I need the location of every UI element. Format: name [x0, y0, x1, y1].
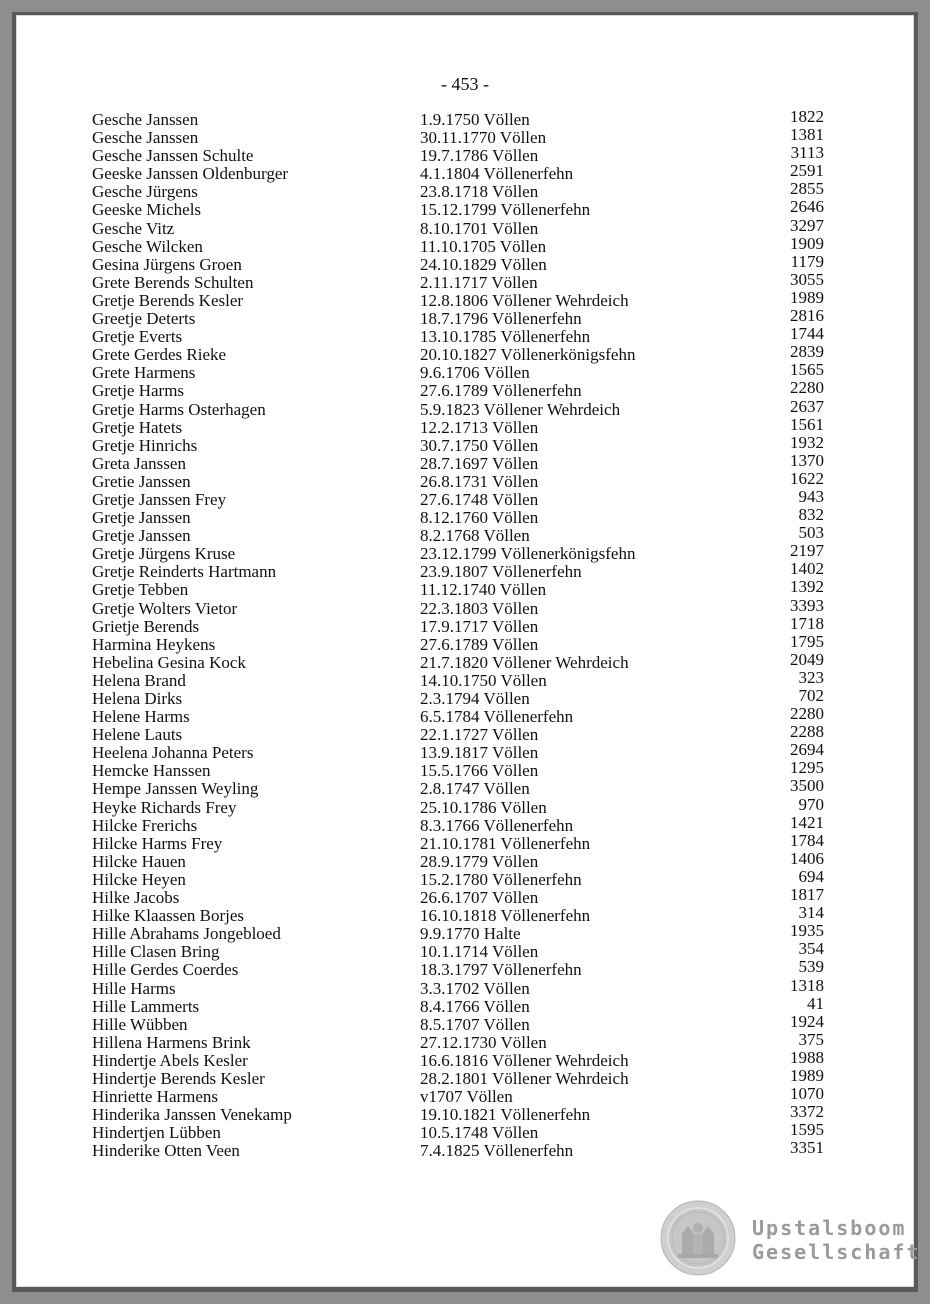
entry-number: 2280 — [790, 378, 824, 398]
entry-number: 2646 — [790, 197, 824, 217]
entry-name: Grete Gerdes Rieke — [92, 345, 227, 365]
entry-name: Hille Gerdes Coerdes — [92, 960, 239, 980]
entry-date-place: 26.8.1731 Völlen — [420, 471, 539, 491]
entry-date-place: 10.5.1748 Völlen — [420, 1123, 539, 1143]
entry-date-place: 8.10.1701 Völlen — [420, 218, 539, 238]
entry-number: 1924 — [790, 1011, 824, 1031]
entry-row — [0, 649, 930, 672]
entry-number: 2694 — [790, 740, 824, 760]
entry-name: Hilke Klaassen Borjes — [92, 906, 245, 926]
entry-date-place: 12.2.1713 Völlen — [420, 417, 539, 437]
entry-date-place: 23.12.1799 Völlenerkönigsfehn — [420, 544, 636, 564]
entry-date-place: 9.6.1706 Völlen — [420, 363, 530, 383]
entry-number: 1744 — [790, 324, 824, 344]
entry-number: 2280 — [790, 704, 824, 724]
entry-row — [0, 667, 930, 690]
entry-date-place: 8.2.1768 Völlen — [420, 526, 530, 546]
entry-date-place: 24.10.1829 Völlen — [420, 254, 547, 274]
entry-name: Hilcke Harms Frey — [92, 833, 223, 853]
entry-date-place: 27.12.1730 Völlen — [420, 1032, 547, 1052]
entry-name: Geeske Michels — [92, 200, 202, 220]
entry-date-place: 8.5.1707 Völlen — [420, 1014, 530, 1034]
entry-name: Hilcke Hauen — [92, 851, 186, 871]
entry-number: 1935 — [790, 921, 824, 941]
entry-date-place: 16.6.1816 Völlener Wehrdeich — [420, 1050, 629, 1070]
entry-number: 2591 — [790, 161, 824, 181]
entry-list — [0, 107, 930, 1161]
entry-number: 1989 — [790, 287, 824, 307]
entry-row — [0, 1138, 930, 1161]
entry-number: 1370 — [790, 450, 824, 470]
entry-date-place: 20.10.1827 Völlenerkönigsfehn — [420, 345, 636, 365]
entry-row — [0, 776, 930, 799]
entry-date-place: 16.10.1818 Völlenerfehn — [420, 906, 591, 926]
entry-date-place: 2.8.1747 Völlen — [420, 779, 530, 799]
entry-name: Helena Brand — [92, 670, 186, 690]
entry-date-place: 18.7.1796 Völlenerfehn — [420, 309, 582, 329]
entry-number: 3297 — [790, 215, 824, 235]
entry-date-place: 30.7.1750 Völlen — [420, 435, 539, 455]
entry-number: 1070 — [790, 1084, 824, 1104]
entry-number: 3372 — [790, 1102, 824, 1122]
entry-date-place: 30.11.1770 Völlen — [420, 128, 547, 148]
entry-name: Gretje Everts — [92, 327, 183, 347]
entry-name: Hinderike Otten Veen — [92, 1141, 240, 1161]
entry-number: 1565 — [790, 360, 824, 380]
entry-number: 503 — [798, 523, 824, 543]
entry-date-place: 21.7.1820 Völlener Wehrdeich — [420, 652, 629, 672]
entry-number: 2049 — [790, 649, 824, 669]
entry-name: Grete Harmens — [92, 363, 196, 383]
entry-row — [0, 848, 930, 871]
entry-name: Harmina Heykens — [92, 634, 216, 654]
entry-name: Gretje Janssen Frey — [92, 489, 227, 509]
entry-date-place: 19.7.1786 Völlen — [420, 146, 539, 166]
entry-number: 41 — [807, 993, 824, 1013]
entry-number: 1622 — [790, 468, 824, 488]
entry-number: 2197 — [790, 541, 824, 561]
entry-date-place: 11.12.1740 Völlen — [420, 580, 547, 600]
entry-name: Gretje Reinderts Hartmann — [92, 562, 277, 582]
entry-date-place: 14.10.1750 Völlen — [420, 670, 547, 690]
seal-icon — [660, 1200, 736, 1276]
entry-number: 1822 — [790, 107, 824, 126]
entry-number: 2855 — [790, 179, 824, 199]
entry-name: Gesina Jürgens Groen — [92, 254, 242, 274]
entry-name: Greetje Deterts — [92, 309, 196, 329]
entry-row — [0, 468, 930, 491]
entry-name: Hille Harms — [92, 978, 176, 998]
entry-number: 323 — [798, 667, 824, 687]
entry-row — [0, 486, 930, 509]
entry-date-place: 28.9.1779 Völlen — [420, 851, 539, 871]
entry-number: 354 — [798, 939, 824, 959]
entry-date-place: 1.9.1750 Völlen — [420, 110, 530, 129]
entry-name: Hille Lammerts — [92, 996, 200, 1016]
entry-name: Gretje Jürgens Kruse — [92, 544, 236, 564]
entry-date-place: 17.9.1717 Völlen — [420, 616, 539, 636]
logo-line2: Gesellschaft — [752, 1240, 921, 1264]
entry-number: 2839 — [790, 342, 824, 362]
entry-date-place: 18.3.1797 Völlenerfehn — [420, 960, 582, 980]
entry-number: 1421 — [790, 812, 824, 832]
entry-name: Gretje Wolters Vietor — [92, 598, 238, 618]
entry-name: Hille Abrahams Jongebloed — [92, 924, 281, 944]
entry-number: 375 — [798, 1029, 824, 1049]
entry-date-place: 5.9.1823 Völlener Wehrdeich — [420, 399, 621, 419]
entry-number: 1381 — [790, 125, 824, 145]
entry-name: Gesche Jürgens — [92, 182, 198, 202]
entry-name: Hemcke Hanssen — [92, 761, 211, 781]
entry-name: Heelena Johanna Peters — [92, 743, 254, 763]
entry-number: 1179 — [790, 251, 824, 271]
entry-row — [0, 1011, 930, 1034]
entry-name: Helene Lauts — [92, 725, 183, 745]
entry-date-place: 25.10.1786 Völlen — [420, 797, 547, 817]
entry-number: 3500 — [790, 776, 824, 796]
entry-date-place: 15.5.1766 Völlen — [420, 761, 539, 781]
entry-name: Gesche Janssen — [92, 110, 199, 129]
entry-name: Gretje Hatets — [92, 417, 183, 437]
entry-number: 3113 — [790, 143, 824, 163]
entry-date-place: v1707 Völlen — [420, 1087, 513, 1107]
entry-date-place: 13.9.1817 Völlen — [420, 743, 539, 763]
entry-date-place: 4.1.1804 Völlenerfehn — [420, 164, 574, 184]
entry-name: Geeske Janssen Oldenburger — [92, 164, 289, 184]
entry-name: Grietje Berends — [92, 616, 200, 636]
entry-number: 1988 — [790, 1047, 824, 1067]
entry-date-place: 6.5.1784 Völlenerfehn — [420, 707, 574, 727]
entry-date-place: 22.3.1803 Völlen — [420, 598, 539, 618]
logo-line1: Upstalsboom — [752, 1216, 907, 1240]
entry-name: Gesche Wilcken — [92, 236, 203, 256]
entry-date-place: 27.6.1789 Völlen — [420, 634, 539, 654]
entry-date-place: 22.1.1727 Völlen — [420, 725, 539, 745]
entry-number: 1784 — [790, 830, 824, 850]
entry-date-place: 12.8.1806 Völlener Wehrdeich — [420, 290, 629, 310]
entry-name: Gretje Hinrichs — [92, 435, 198, 455]
entry-date-place: 8.12.1760 Völlen — [420, 508, 539, 528]
entry-name: Gesche Janssen — [92, 128, 199, 148]
entry-name: Hilke Jacobs — [92, 888, 180, 908]
entry-number: 1718 — [790, 613, 824, 633]
entry-number: 943 — [798, 486, 824, 506]
entry-date-place: 21.10.1781 Völlenerfehn — [420, 833, 591, 853]
entry-date-place: 9.9.1770 Halte — [420, 924, 521, 944]
entry-date-place: 15.12.1799 Völlenerfehn — [420, 200, 591, 220]
entry-name: Gretie Janssen — [92, 471, 191, 491]
entry-number: 1989 — [790, 1065, 824, 1085]
entry-name: Hindertje Abels Kesler — [92, 1050, 248, 1070]
entry-name: Grete Berends Schulten — [92, 272, 254, 292]
entry-date-place: 7.4.1825 Völlenerfehn — [420, 1141, 574, 1161]
entry-name: Gesche Janssen Schulte — [92, 146, 254, 166]
entry-date-place: 2.3.1794 Völlen — [420, 689, 530, 708]
entry-name: Greta Janssen — [92, 453, 186, 473]
entry-number: 1561 — [790, 414, 824, 434]
entry-name: Gesche Vitz — [92, 218, 175, 238]
entry-date-place: 3.3.1702 Völlen — [420, 978, 530, 998]
entry-row — [0, 505, 930, 528]
entry-number: 1295 — [790, 758, 824, 778]
entry-name: Hinderika Janssen Venekamp — [92, 1105, 292, 1125]
entry-row — [0, 939, 930, 962]
entry-number: 1406 — [790, 848, 824, 868]
entry-name: Helena Dirks — [92, 689, 183, 708]
entry-number: 1817 — [790, 885, 824, 905]
entry-name: Hempe Janssen Weyling — [92, 779, 259, 799]
entry-name: Hindertjen Lübben — [92, 1123, 221, 1143]
entry-date-place: 27.6.1789 Völlenerfehn — [420, 381, 582, 401]
entry-number: 539 — [798, 957, 824, 977]
entry-row — [0, 921, 930, 944]
entry-number: 1909 — [790, 233, 824, 253]
entry-date-place: 11.10.1705 Völlen — [420, 236, 547, 256]
entry-number: 970 — [798, 794, 824, 814]
entry-date-place: 23.9.1807 Völlenerfehn — [420, 562, 582, 582]
entry-number: 2637 — [790, 396, 824, 416]
entry-number: 2816 — [790, 306, 824, 326]
entry-number: 3351 — [790, 1138, 824, 1158]
entry-name: Heyke Richards Frey — [92, 797, 237, 817]
entry-date-place: 15.2.1780 Völlenerfehn — [420, 869, 582, 889]
entry-date-place: 28.2.1801 Völlener Wehrdeich — [420, 1068, 629, 1088]
entry-date-place: 26.6.1707 Völlen — [420, 888, 539, 908]
entry-name: Hilcke Heyen — [92, 869, 186, 889]
entry-number: 3393 — [790, 595, 824, 615]
entry-name: Hinriette Harmens — [92, 1087, 219, 1107]
entry-row — [0, 885, 930, 908]
entry-name: Hilcke Frerichs — [92, 815, 198, 835]
entry-name: Gretje Harms Osterhagen — [92, 399, 266, 419]
entry-date-place: 19.10.1821 Völlenerfehn — [420, 1105, 591, 1125]
entry-name: Hebelina Gesina Kock — [92, 652, 246, 672]
entry-date-place: 10.1.1714 Völlen — [420, 942, 539, 962]
entry-number: 694 — [798, 866, 824, 886]
entry-number: 1932 — [790, 432, 824, 452]
entry-date-place: 8.4.1766 Völlen — [420, 996, 530, 1016]
entry-name: Hille Wübben — [92, 1014, 188, 1034]
entry-number: 1795 — [790, 631, 824, 651]
page-number: - 453 - — [441, 74, 489, 94]
entry-date-place: 2.11.1717 Völlen — [420, 272, 538, 292]
entry-number: 1402 — [790, 559, 824, 579]
entry-date-place: 13.10.1785 Völlenerfehn — [420, 327, 591, 347]
entry-number: 1595 — [790, 1120, 824, 1140]
entry-number: 702 — [798, 686, 824, 705]
entry-number: 832 — [798, 505, 824, 525]
entry-name: Hindertje Berends Kesler — [92, 1068, 265, 1088]
entry-number: 1392 — [790, 577, 824, 597]
entry-name: Helene Harms — [92, 707, 190, 727]
entry-number: 1318 — [790, 975, 824, 995]
entry-name: Gretje Tebben — [92, 580, 189, 600]
entry-number: 2288 — [790, 722, 824, 742]
entry-date-place: 28.7.1697 Völlen — [420, 453, 539, 473]
society-logo — [660, 1200, 921, 1276]
entry-row — [0, 975, 930, 998]
entry-name: Gretje Janssen — [92, 508, 191, 528]
entry-date-place: 27.6.1748 Völlen — [420, 489, 539, 509]
entry-name: Gretje Janssen — [92, 526, 191, 546]
entry-name: Hille Clasen Bring — [92, 942, 220, 962]
entry-name: Gretje Berends Kesler — [92, 290, 244, 310]
entry-name: Hillena Harmens Brink — [92, 1032, 251, 1052]
entry-number: 314 — [798, 903, 824, 923]
entry-number: 3055 — [790, 269, 824, 289]
entry-name: Gretje Harms — [92, 381, 185, 401]
entry-date-place: 8.3.1766 Völlenerfehn — [420, 815, 574, 835]
entry-date-place: 23.8.1718 Völlen — [420, 182, 539, 202]
